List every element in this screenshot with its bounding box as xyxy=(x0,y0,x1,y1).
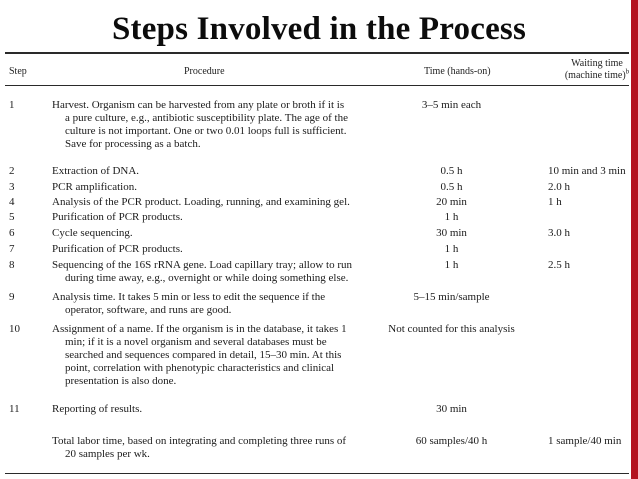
waiting-time: 3.0 h xyxy=(548,227,570,239)
table-bottom-rule xyxy=(5,473,629,474)
table-top-rule xyxy=(5,52,629,54)
hands-on-time: 1 h xyxy=(444,211,459,223)
step-number: 4 xyxy=(9,196,15,208)
procedure-line: Assignment of a name. If the organism is in the database, it takes 1 xyxy=(52,323,347,335)
slide-title: Steps Involved in the Process xyxy=(111,11,527,47)
procedure-line: Harvest. Organism can be harvested from any plate or broth if it is xyxy=(52,99,345,111)
header-waiting-line2: (machine time) xyxy=(564,70,626,81)
step-number: 9 xyxy=(9,291,15,303)
step-number: 8 xyxy=(9,259,15,271)
procedure-line: Cycle sequencing. xyxy=(52,227,133,239)
procedure-text xyxy=(52,259,387,285)
procedure-text xyxy=(52,165,387,178)
procedure-line: 20 samples per wk. xyxy=(65,448,150,460)
step-number: 11 xyxy=(9,403,20,415)
hands-on-time: Not counted for this analysis xyxy=(388,323,515,335)
procedure-text xyxy=(52,403,387,416)
procedure-line: Purification of PCR products. xyxy=(52,211,183,223)
procedure-text xyxy=(52,196,387,209)
procedure-line: Purification of PCR products. xyxy=(52,243,183,255)
procedure-line: point, correlation with phenotypic characteristics and clinical xyxy=(65,362,335,374)
step-number: 7 xyxy=(9,243,15,255)
procedure-line: during time away, e.g., overnight or while doing something else. xyxy=(65,272,349,284)
step-number: 1 xyxy=(9,99,15,111)
waiting-time: 1 h xyxy=(548,196,562,208)
waiting-time: 2.5 h xyxy=(548,259,570,271)
procedure-text xyxy=(52,435,387,461)
step-number: 6 xyxy=(9,227,15,239)
procedure-line: culture is not important. One or two 0.01 loops full is sufficient. xyxy=(65,125,347,137)
header-procedure: Procedure xyxy=(184,66,225,77)
hands-on-time: 0.5 h xyxy=(440,181,463,193)
header-waiting-line1: Waiting time xyxy=(571,58,623,69)
procedure-line: Analysis time. It takes 5 min or less to edit the sequence if the xyxy=(52,291,326,303)
procedure-text xyxy=(52,291,387,317)
procedure-line: Analysis of the PCR product. Loading, running, and examining gel. xyxy=(52,196,350,208)
procedure-text xyxy=(52,181,387,194)
procedure-text xyxy=(52,227,387,240)
hands-on-time: 20 min xyxy=(436,196,467,208)
hands-on-time: 1 h xyxy=(444,243,459,255)
procedure-line: Extraction of DNA. xyxy=(52,165,140,177)
hands-on-time: 5–15 min/sample xyxy=(413,291,490,303)
procedure-text xyxy=(52,323,387,388)
procedure-text xyxy=(52,99,387,151)
header-step: Step xyxy=(9,66,27,77)
procedure-line: operator, software, and runs are good. xyxy=(65,304,232,316)
procedure-line: PCR amplification. xyxy=(52,181,137,193)
table-header-rule xyxy=(5,85,629,86)
hands-on-time: 1 h xyxy=(444,259,459,271)
procedure-line: Save for processing as a batch. xyxy=(65,138,201,150)
waiting-time: 10 min and 3 min xyxy=(548,165,626,177)
hands-on-time: 30 min xyxy=(436,227,467,239)
hands-on-time: 60 samples/40 h xyxy=(415,435,488,447)
procedure-line: Reporting of results. xyxy=(52,403,143,415)
procedure-text xyxy=(52,243,387,256)
procedure-line: Total labor time, based on integrating and completing three runs of xyxy=(52,435,347,447)
step-number: 5 xyxy=(9,211,15,223)
hands-on-time: 3–5 min each xyxy=(421,99,482,111)
hands-on-time: 30 min xyxy=(436,403,467,415)
procedure-line: a pure culture, e.g., antibiotic susceptibility plate. The age of the xyxy=(65,112,348,124)
header-time: Time (hands-on) xyxy=(424,66,491,77)
step-number: 10 xyxy=(9,323,20,335)
step-number: 3 xyxy=(9,181,15,193)
procedure-line: presentation is also done. xyxy=(65,375,177,387)
procedure-line: Sequencing of the 16S rRNA gene. Load capillary tray; allow to run xyxy=(52,259,352,271)
header-waiting-footnote: b xyxy=(625,67,630,76)
waiting-time: 1 sample/40 min xyxy=(548,435,622,447)
header-waiting xyxy=(557,58,637,82)
hands-on-time: 0.5 h xyxy=(440,165,463,177)
waiting-time: 2.0 h xyxy=(548,181,570,193)
procedure-line: searched and sequences compared in detail, 15–30 min. At this xyxy=(65,349,342,361)
procedure-text xyxy=(52,211,387,224)
step-number: 2 xyxy=(9,165,15,177)
procedure-line: min; if it is a novel organism and several databases must be xyxy=(65,336,327,348)
